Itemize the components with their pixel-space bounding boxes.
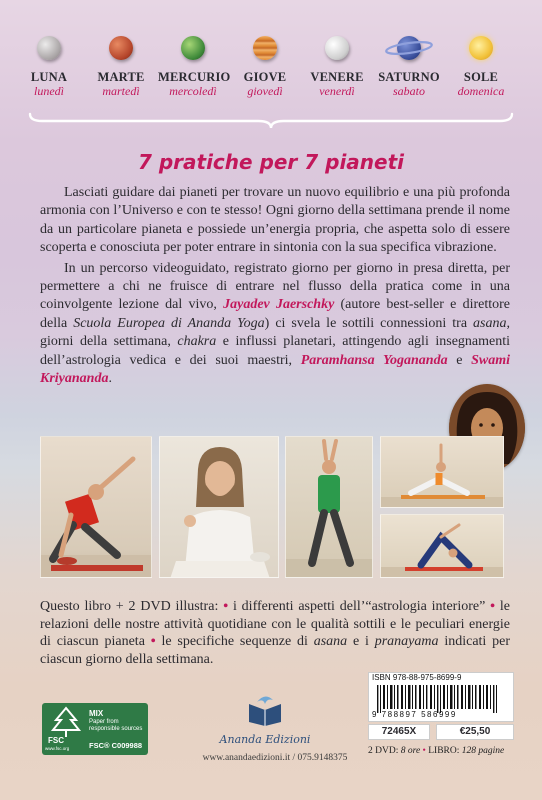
text-span: , giorni della settimana, [40,315,510,350]
photo-yoga-pose-3 [380,436,504,508]
contents-item-3: le specifiche sequenze di [155,634,314,650]
planet-luna [14,30,84,98]
school-name: Scuola Europea di Ananda Yoga [73,315,265,331]
saturn-icon [397,36,421,60]
publisher-logo [210,692,320,746]
paragraph-1: Lasciati guidare dai pianeti per trovare un nuovo equilibrio e una più profonda armonia con l’Universo e con te stesso! Ogni giorno della settimana prende il nome da un particolare pianeta e possiede un’energia propria, che aspetta solo di essere scoperta e conosciuta per poter entrare in sintonia con la sua specifica vibrazione. [40,185,510,256]
teacher-illustration [160,437,279,578]
text-span: (autore best-seller e direttore della [40,297,510,331]
barcode-bars [377,685,521,713]
pose-3-illustration [381,437,504,508]
planet-name: VENERE [310,70,364,84]
planet-mercurio [158,30,231,98]
fsc-abbr: FSC [48,736,64,745]
fsc-license: FSC® C009988 [89,741,143,750]
page-title: 7 pratiche per 7 pianeti [137,150,405,174]
book-bird-icon [243,692,287,726]
term-asana: asana [313,634,348,650]
term-asana: asana [473,315,507,331]
term-chakra: chakra [177,334,217,350]
photo-yoga-pose-2 [285,436,373,578]
planet-name: MERCURIO [158,70,231,84]
pose-4-illustration [381,515,504,578]
bullet-1: • [223,599,229,614]
author-name: Jayadev Jaerschky [223,297,335,313]
planet-name: GIOVE [243,70,287,84]
contents-list [40,598,510,668]
text-span: In un percorso videoguidato, registrato giorno per giorno in presa diretta, per permettere a chi ne fruisce di entrare nel flusso della pratica come in una coinvolgente lezione dal vivo, [40,260,510,313]
planet-day: domenica [457,84,505,98]
pose-1-illustration [41,437,152,578]
text-span: ) ci svela le sottili connessioni tra [264,315,474,331]
text-span: e i [347,634,375,650]
photo-yoga-pose-4 [380,514,504,578]
isbn-number: ISBN 978-88-975-8699-9 [372,673,462,682]
book-label: LIBRO: [428,746,462,756]
planet-day: giovedì [247,84,283,98]
planet-saturno [374,30,444,98]
fsc-tree-icon [46,706,86,740]
barcode-digits: 9 788897 586999 [372,710,457,719]
planet-day: venerdì [319,84,355,98]
venus-icon [325,36,349,60]
price: €25,50 [436,724,514,740]
contents-item-2: le relazioni delle nostre attività quotidiane con le qualità sottili e le peculiari energie di ciascun pianeta [40,599,510,650]
contents-intro: Questo libro + 2 DVD illustra: [40,599,224,614]
curly-bracket [28,112,514,130]
book-pages: 128 pagine [461,746,505,756]
photo-yoga-pose-1 [40,436,152,578]
planet-day: mercoledì [169,84,217,98]
dvd-duration: 8 ore [400,746,421,756]
dvd-label: 2 DVD: [368,746,401,756]
planet-name: LUNA [30,70,68,84]
planet-venere [302,30,372,98]
publisher-site: www.anandaedizioni.it / 075.9148375 [202,753,348,763]
bullet-3: • [150,634,156,650]
publisher-name: Ananda Edizioni [219,733,311,746]
planet-marte [86,30,156,98]
sun-icon [469,36,493,60]
mars-icon [109,36,133,60]
photo-teacher [159,436,279,578]
planet-day: lunedì [34,84,64,98]
fsc-badge [42,703,148,755]
text-span: . [108,371,112,387]
master-name-1: Paramhansa Yogananda [300,352,448,368]
text-span: indicati per ciascun giorno della settimana. [40,634,510,667]
master-name-2: Swami Kriyananda [40,352,511,387]
bullet-2: • [490,599,496,614]
fsc-url: www.fsc.org [45,746,70,751]
text-span: e influssi planetari, attingendo agli insegnamenti dell’astrologia vedica e dei suoi maestri, [40,334,511,368]
planet-name: SOLE [463,70,499,84]
pose-2-illustration [286,437,373,578]
moon-icon [37,36,61,60]
fsc-mix: MIX [89,709,104,718]
text-span: e [447,352,472,368]
paragraph-2 [40,260,510,389]
planet-day: sabato [392,84,425,98]
planet-name: SATURNO [378,70,440,84]
product-specs [368,746,528,756]
saturn-ring [384,38,434,58]
spec-separator: • [420,746,429,756]
mercury-icon [181,36,205,60]
planet-giove [230,30,300,98]
planet-day: martedì [102,84,140,98]
description [40,184,510,390]
planet-sole [446,30,516,98]
product-code: 72465X [368,724,430,740]
planets-row [24,30,518,110]
price-row [368,724,514,740]
contents-item-1: i differenti aspetti dell’“astrologia interiore” [228,599,491,614]
planet-name: MARTE [97,70,145,84]
fsc-sources: Paper from responsible sources [89,719,143,732]
jupiter-icon [253,36,277,60]
term-pranayama: pranayama [374,634,439,650]
